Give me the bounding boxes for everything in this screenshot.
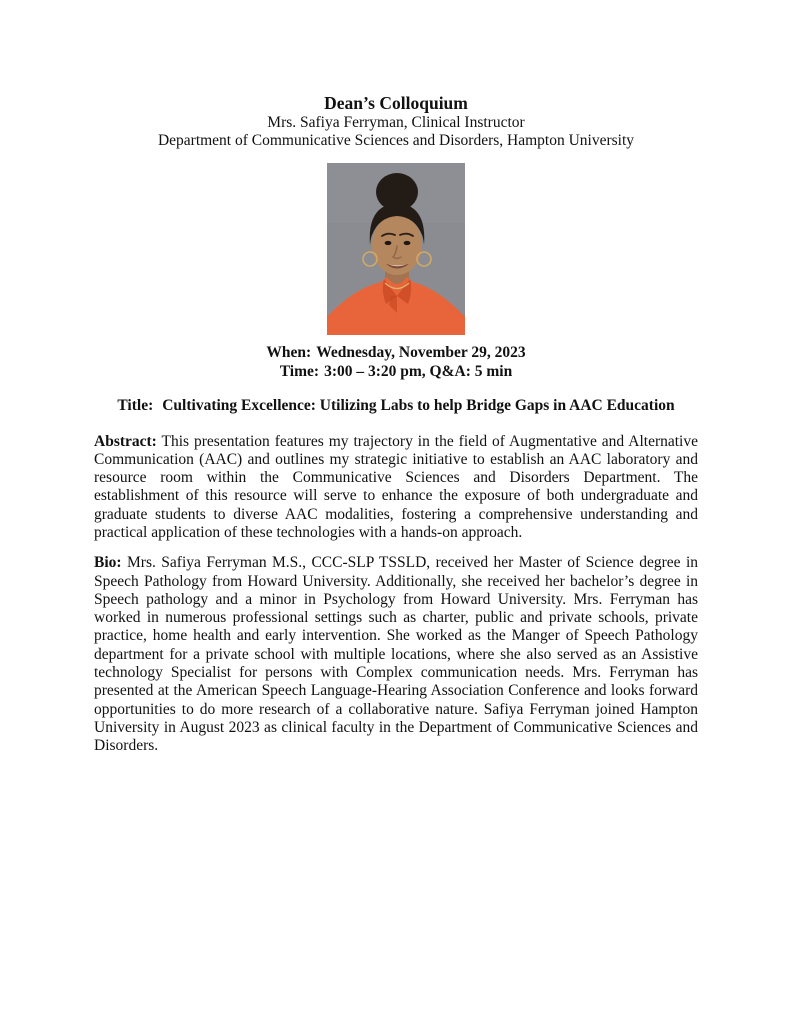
time-label: Time: bbox=[279, 362, 320, 380]
when-line bbox=[94, 344, 698, 363]
talk-title-value: Cultivating Excellence: Utilizing Labs to help Bridge Gaps in AAC Education bbox=[162, 397, 675, 414]
event-title: Dean’s Colloquium bbox=[324, 93, 468, 113]
department-line: Department of Communicative Sciences and Disorders, Hampton University bbox=[157, 131, 635, 149]
speaker-photo-container bbox=[94, 163, 698, 335]
bio-paragraph bbox=[94, 554, 698, 755]
abstract-label: Abstract: bbox=[94, 432, 157, 450]
when-value: Wednesday, November 29, 2023 bbox=[316, 344, 526, 361]
speaker-portrait bbox=[327, 163, 465, 335]
abstract-text: This presentation features my trajectory in the field of Augmentative and Alternative Communication (AAC) and outlines my strategic initiative to establish an AAC laboratory and resource room within the Communicative Sciences and Disorders Department. The establishment of this resource will serve to enhance the exposure of both undergraduate and graduate students to diverse AAC modalities, fostering a comprehensive understanding and practical application of these technologies with a hands-on approach. bbox=[94, 432, 698, 541]
talk-title-line bbox=[94, 397, 698, 416]
event-details-block bbox=[94, 344, 698, 381]
when-label: When: bbox=[266, 344, 312, 361]
bio-text: Mrs. Safiya Ferryman M.S., CCC-SLP TSSLD, received her Master of Science degree in Speech Pathology from Howard University. Additionally, she received her bachelor’s degree in Speech pathology and a minor in Psychology from Howard University. Mrs. Ferryman has worked in numerous professional settings such as charter, public and private schools, private practice, home health and early intervention. She worked as the Manger of Speech Pathology department for a private school with multiple locations, where she also served as an Assistive technology Specialist for persons with Complex communication needs. Mrs. Ferryman has presented at the American Speech Language-Hearing Association Conference and looks forward opportunities to do more research of a collaborative nature. Safiya Ferryman joined Hampton University in August 2023 as clinical faculty in the Department of Communicative Sciences and Disorders. bbox=[94, 554, 699, 755]
speaker-name-line: Mrs. Safiya Ferryman, Clinical Instructor bbox=[267, 114, 525, 131]
abstract-paragraph bbox=[94, 433, 698, 543]
time-value: 3:00 – 3:20 pm, Q&A: 5 min bbox=[324, 362, 513, 380]
talk-title-label: Title: bbox=[117, 397, 154, 414]
time-line bbox=[94, 363, 698, 382]
bio-label: Bio: bbox=[94, 554, 122, 572]
